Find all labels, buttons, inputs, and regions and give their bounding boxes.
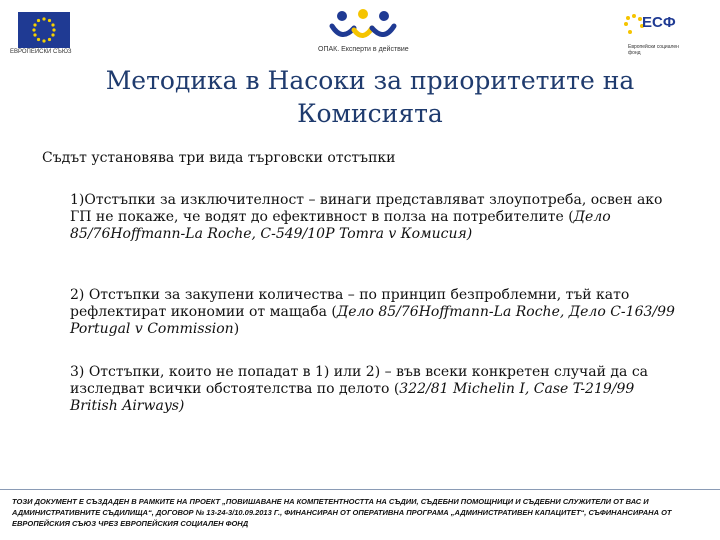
esf-caption: Европейски социален фонд (628, 44, 679, 56)
footer-divider (0, 489, 720, 490)
logo-bar (0, 0, 720, 62)
page-title: Методика в Насоки за приоритетите на Комисията (105, 66, 635, 128)
point-citation: 322/81 Michelin I, Case T-219/99 British Airways) (70, 381, 635, 414)
rebate-point-2 (70, 287, 680, 338)
eu-caption: ЕВРОПЕЙСКИ СЪЮЗ (10, 49, 72, 55)
point-tail: ) (233, 321, 240, 337)
point-text: 3) Отстъпки, които не попадат в 1) или 2) – във всеки конкретен случай да са изследват всички обстоятелства по делото ( (70, 364, 649, 397)
point-citation: Дело 85/76Hoffmann-La Roche, C-549/10P Tomra v Комисия) (70, 209, 611, 242)
rebate-point-3 (70, 364, 680, 415)
esf-label: ЕСФ (642, 14, 676, 31)
point-text: 1)Отстъпки за изключителност – винаги представляват злоупотреба, освен ако ГП не покаже, че водят до ефективност в полза на потребителите ( (70, 192, 663, 225)
rebate-point-1 (70, 192, 680, 243)
footer-disclaimer: ТОЗИ ДОКУМЕНТ Е СЪЗДАДЕН В РАМКИТЕ НА ПРОЕКТ „ПОВИШАВАНЕ НА КОМПЕТЕНТНОСТТА НА СЪДИИ, СЪДЕБНИ ПОМОЩНИЦИ И СЪДЕБНИ СЛУЖИТЕЛИ ОТ ВАС И АДМИНИСТРАТИВНИТЕ СЪДИЛИЩА“, ДОГОВОР № 13-24-3/10.09.2013 Г., ФИНАНСИРАН ОТ ОПЕРАТИВНА ПРОГРАМА „АДМИНИСТРАТИВЕН КАПАЦИТЕТ“, СЪФИНАНСИРАНА ОТ ЕВРОПЕЙСКИЯ СЪЮЗ ЧРЕЗ ЕВРОПЕЙСКИЯ СОЦИАЛЕН ФОНД (12, 497, 672, 528)
intro-text: Съдът установява три вида търговски отстъпки (42, 150, 396, 166)
opak-caption: ОПАК. Експерти в действие (318, 46, 409, 53)
eu-flag-logo (18, 12, 70, 48)
point-citation: Дело 85/76Hoffmann-La Roche, Дело C-163/99 Portugal v Commission (70, 304, 675, 337)
point-text: 2) Отстъпки за закупени количества – по принцип безпроблемни, тъй като рефлектират икономии от мащаба ( (70, 287, 630, 320)
opak-logo (328, 8, 398, 44)
